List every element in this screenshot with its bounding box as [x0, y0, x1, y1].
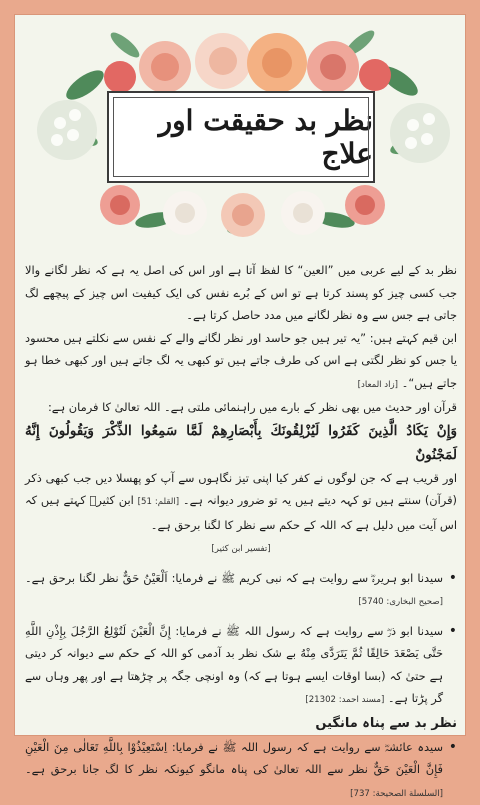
hydrangea-left [37, 100, 97, 160]
ibn-qayyim-text: ابن قیم کہتے ہیں: ”یہ تیر ہیں جو حاسد اور نظر لگانے والے کے نفس سے نکلتے ہیں محسود یا جس کو نظر لگتی ہے اس کی طرف جاتے ہیں تو کبھی یہ لگ جاتے ہیں اور کبھی خطا ہو جاتے ہیں“۔ [25, 331, 457, 390]
ref-silsila: [السلسلة الصحيحة: 737] [350, 789, 443, 799]
hadith-abu-dhar [25, 620, 457, 712]
quran-ayah: وَإِنْ يَكَادُ الَّذِينَ كَفَرُوا لَيُزْلِقُونَكَ بِأَبْصَارِهِمْ لَمَّا سَمِعُوا الذِّكْرَ وَيَقُولُونَ إِنَّهُ لَمَجْنُونٌ [25, 419, 457, 467]
quran-hadith-intro: قرآن اور حدیث میں بھی نظر کے بارے میں راہنمائی ملتی ہے۔ اللہ تعالیٰ کا فرمان ہے: [25, 396, 457, 419]
intro-paragraph: نظر بد کے لیے عربی میں ”العین“ کا لفظ آتا ہے اور اس کی اصل یہ ہے کہ نظر لگانے والا جب کسی چیز کو پسند کرتا ہے تو اس کے بُرے نفس کی ایک کیفیت اس چیز کے پیچھے لگ جاتی ہے جس سے وہ نظر لگانے میں مدد حاصل کرتا ہے۔ [25, 259, 457, 327]
page-title: نظر بد حقیقت اور علاج [109, 104, 373, 170]
hadith1-text: سیدنا ابو ہریرہؓ سے روایت ہے کہ نبی کریم ﷺ نے فرمایا: اَلْعَيْنُ حَقٌّ نظر لگنا برحق ہے۔ [25, 571, 443, 585]
ref-tafsir: [تفسیر ابن کثیر] [211, 544, 270, 554]
hadith3-arabic: سیدہ عائشہؓ سے روایت ہے کہ رسول اللہ ﷺ نے فرمایا: اِسْتَعِيْذُوْا بِاللَّهِ تَعَالٰى مِنَ الْعَيْنِ فَإِنَّ الْعَيْنَ حَقٌّ [25, 740, 443, 777]
title-frame [107, 91, 375, 183]
hadith2-translation: بے شک نظر بد آدمی کو اللہ کے حکم سے دیوانہ کر دیتی ہے حتیٰ کہ (بسا اوقات ایسے ہوتا ہے کہ) وہ اونچی جگہ پر چڑھتا ہے اور پھر وہاں سے گر پڑتا ہے۔ [25, 646, 443, 705]
roses-top [104, 33, 391, 93]
ref-zad: [زاد المعاد] [358, 380, 398, 390]
ayah-translation [25, 467, 457, 537]
ref-qalam: [القلم: 51] [138, 497, 179, 507]
hadith3-translation: نظر سے اللہ تعالیٰ کی پناہ مانگو کیونکہ نظر کا لگ جانا برحق ہے۔ [25, 762, 368, 776]
hadith2-arabic: سیدنا ابو ذرؓ سے روایت ہے کہ رسول اللہ ﷺ نے فرمایا: إِنَّ الْعَيْنَ لَتُوْلِعُ الرَّجُلَ بِإِذْنِ اللَّهِ حَتَّى يَصْعَدَ حَالِقًا ثُمَّ يَتَرَدَّى مِنْهُ [25, 624, 443, 661]
ibn-kathir-text: ابن کثیرؒ کہتے ہیں کہ اس آیت میں دلیل ہے کہ اللہ کے حکم سے نظر کا لگنا برحق ہے۔ [25, 493, 457, 532]
hydrangea-right [390, 103, 450, 163]
article-body [25, 259, 457, 805]
ref-ahmad: [مسند احمد: 21302] [305, 695, 384, 705]
roses-bottom [100, 185, 385, 237]
tafsir-ref-line [25, 536, 457, 561]
ref-bukhari: [صحیح البخاری: 5740] [358, 597, 443, 607]
page [14, 14, 466, 736]
translation-text: اور قریب ہے کہ جن لوگوں نے کفر کیا اپنی تیز نگاہوں سے آپ کو پھسلا دیں جب کبھی ذکر (قرآن) سنتے ہیں تو کہہ دیتے ہیں یہ تو ضرور دیوانہ ہے۔ [25, 471, 457, 508]
ibn-qayyim-paragraph [25, 327, 457, 397]
hadith-abu-hurairah [25, 567, 457, 614]
section-heading: نظر بد سے پناہ مانگیں [25, 712, 457, 736]
hadith-aisha [25, 736, 457, 805]
